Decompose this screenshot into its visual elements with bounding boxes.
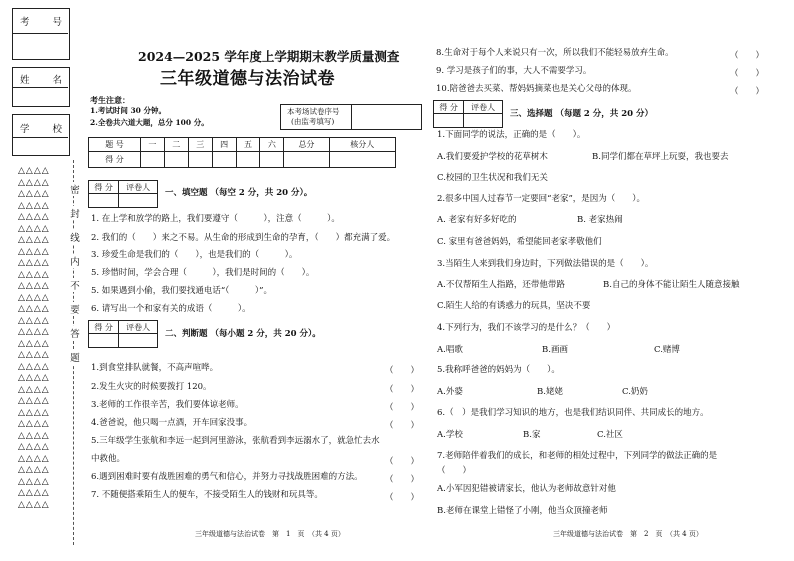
score-header-cell: 题 号 [89,138,141,152]
s2-item-8: 8.生命对于每个人来说只有一次，所以我们不能轻易放弃生命。 [436,48,674,58]
school-label: 学 校 [20,124,73,135]
s2-item-5: 5.三年级学生张航和李远一起到河里游泳，张航看到李远溺水了，就急忙去水 [91,436,380,446]
s2-paren[interactable]: （ ） [385,493,420,503]
q2-option-a[interactable]: A. 老家有好多好吃的 [437,215,517,225]
q6-option-b[interactable]: B.家 [523,430,541,440]
score-header-cell: 四 [212,138,236,152]
seal-char: 封 [70,206,80,220]
s1-item-5: 5. 如果遇到小偷，我们要找通电话“（ ）”。 [91,286,273,296]
seal-char: 线 [70,230,80,244]
s2-item-7: 7. 不随便搭乘陌生人的便车，不接受陌生人的钱财和玩具等。 [91,490,323,500]
score-box-1 [88,180,158,208]
title-line2: 三年级道德与法治试卷 [160,69,335,89]
score-row-label: 得 分 [89,152,141,168]
s2-paren[interactable]: （ ） [385,475,420,485]
s2-item-3: 3.老师的工作很辛苦，我们要体谅老师。 [91,400,244,410]
score-header-cell: 二 [164,138,188,152]
score-header-cell: 一 [140,138,164,152]
seat-sub: (由监考填写) [291,117,335,126]
score-cell[interactable] [140,152,164,168]
seat-box [280,104,422,130]
q5-option-b[interactable]: B.姥姥 [537,387,563,397]
q6-option-a[interactable]: A.学校 [437,430,463,440]
score-cell[interactable] [212,152,236,168]
q3-option-a[interactable]: A.不仅帮陌生人指路，还带他带路 [437,280,565,290]
title-line1: 2024—2025 学年度上学期期末教学质量测查 [138,49,400,64]
score-box-2 [88,320,158,348]
section1-title: 一、填空题 （每空 2 分，共 20 分）。 [165,188,313,198]
s2-item-9: 9. 学习是孩子们的事，大人不需要学习。 [436,66,592,76]
notice-title: 考生注意： [90,95,130,105]
s2-paren[interactable]: （ ） [385,457,420,467]
score-box-cell[interactable] [89,334,119,348]
s2-item-10: 10.陪爸爸去买菜、帮妈妈摘菜也是关心父母的体现。 [436,84,637,94]
notice-2: 2.全卷共六道大题，总分 100 分。 [90,118,209,127]
s1-item-6: 6. 请写出一个和家有关的成语（ ）。 [91,304,251,314]
q5: 5.我称呼爸爸的妈妈为（ ）。 [437,365,560,375]
q2-option-b[interactable]: B. 老家热闹 [577,215,623,225]
q4-option-b[interactable]: B.画画 [542,345,568,355]
s2-paren[interactable]: （ ） [730,69,765,79]
score-header-cell: 六 [260,138,284,152]
q2-option-c[interactable]: C. 家里有爸爸妈妈，希望能回老家孝敬他们 [437,237,602,247]
score-table [88,137,396,168]
q4-option-a[interactable]: A.唱歌 [437,345,463,355]
q2: 2.很多中国人过春节一定要回“老家”，是因为（ ）。 [437,194,646,204]
section2-title: 二、判断题 （每小题 2 分，共 20 分）。 [165,329,321,339]
q1-option-c[interactable]: C.校园的卫生状况和我们无关 [437,173,548,183]
s2-paren[interactable]: （ ） [385,385,420,395]
q3: 3.当陌生人来到我们身边时，下列做法错误的是（ ）。 [437,259,654,269]
q1-option-a[interactable]: A.我们要爱护学校的花草树木 [437,152,548,162]
score-cell[interactable] [164,152,188,168]
q3-option-c[interactable]: C.陌生人给的有诱惑力的玩具，坚决不要 [437,301,591,311]
s2-item-2: 2.发生火灾的时候要拨打 120。 [91,382,212,392]
score-box-cell[interactable] [89,194,119,208]
score-header-cell: 核分人 [329,138,395,152]
s1-item-2: 2. 我们的（ ）来之不易。从生命的形成到生命的孕育，（ ）都充满了爱。 [91,233,396,243]
footer-left: 三年级道德与法治试卷 第 1 页 （共 4 页） [195,530,345,538]
score-cell[interactable] [260,152,284,168]
s2-paren[interactable]: （ ） [385,403,420,413]
q3-option-b[interactable]: B.自己的身体不能让陌生人随意接触 [603,280,740,290]
score-box-score: 得 分 [89,181,119,194]
score-header-cell: 三 [188,138,212,152]
score-box-cell[interactable] [464,114,503,128]
s2-item-6: 6.遇到困难时要有战胜困难的勇气和信心，并努力寻找战胜困难的方法。 [91,472,363,482]
q6: 6.（ ）是我们学习知识的地方，也是我们结识同伴、共同成长的地方。 [437,408,709,418]
section3-title: 三、选择题 （每题 2 分，共 20 分） [510,109,654,119]
score-row [89,152,396,168]
q5-option-c[interactable]: C.奶奶 [622,387,648,397]
score-cell[interactable] [284,152,329,168]
seal-char: 不 [70,278,80,292]
seal-char: 密 [70,182,80,196]
score-box-3 [433,100,503,128]
s2-paren[interactable]: （ ） [730,51,765,61]
score-box-grader: 评卷人 [464,101,503,114]
q7-option-b[interactable]: B.老师在课堂上错怪了小刚，他当众顶撞老师 [437,506,608,516]
score-header-cell: 五 [236,138,260,152]
score-cell[interactable] [329,152,395,168]
s1-item-1: 1. 在上学和放学的路上，我们要遵守（ ），注意（ ）。 [91,214,340,224]
name-label: 姓 名 [20,75,73,86]
q1-option-b[interactable]: B.同学们都在草坪上玩耍，我也要去 [592,152,729,162]
notice-1: 1.考试时间 30 分钟。 [90,106,166,115]
score-header-cell: 总分 [284,138,329,152]
score-box-score: 得 分 [89,321,119,334]
s2-item-4: 4.爸爸说，他只喝一点酒，开车回家没事。 [91,418,253,428]
q7: 7.老师陪伴着我们的成长，和老师的相处过程中，下列同学的做法正确的是 [437,451,718,461]
s2-paren[interactable]: （ ） [730,87,765,97]
triangle-pattern: △△△△ △△△△ △△△△ △△△△ △△△△ △△△△ △△△△ △△△△ △△△△ △△△△ △△△△ △△△△ △△△△ △△△△ △△△△ △△△△ △△△△ △△△△ △△△△ △△△△ △△△△ △△△△ △△△△ △△△△ △△△△ △△△△ △△△△ △△△△ △△△△ △△△△ [18,166,50,510]
s2-paren[interactable]: （ ） [385,421,420,431]
s1-item-3: 3. 珍爱生命是我们的（ ），也是我们的（ ）。 [91,250,298,260]
footer-right: 三年级道德与法治试卷 第 2 页 （共 4 页） [553,530,703,538]
q5-option-a[interactable]: A.外婆 [437,387,463,397]
s2-item-5-cont: 中救他。 [91,454,126,464]
q7-option-a[interactable]: A.小军因犯错被请家长，他认为老师故意针对他 [437,484,616,494]
score-box-cell[interactable] [119,334,158,348]
score-cell[interactable] [188,152,212,168]
seat-label: 本考场试卷序号 [287,107,340,116]
seal-char: 题 [70,350,80,364]
score-box-score: 得 分 [434,101,464,114]
q7-blank[interactable]: （ ） [437,466,472,476]
s2-item-1: 1.到食堂排队就餐，不高声喧哗。 [91,363,219,373]
q6-option-c[interactable]: C.社区 [597,430,623,440]
seal-char: 内 [70,254,80,268]
s1-item-4: 5. 珍惜时间，学会合理（ ），我们是时间的（ ）。 [91,268,315,278]
seal-char: 答 [70,326,80,340]
score-cell[interactable] [236,152,260,168]
q4-option-c[interactable]: C.赌博 [654,345,680,355]
exam-no-label: 考 号 [20,17,73,28]
score-header-row [89,138,396,152]
score-box-grader: 评卷人 [119,321,158,334]
q4: 4.下列行为，我们不该学习的是什么？（ ） [437,323,616,333]
score-box-cell[interactable] [434,114,464,128]
s2-paren[interactable]: （ ） [385,366,420,376]
score-box-cell[interactable] [119,194,158,208]
seal-char: 要 [70,302,80,316]
q1: 1.下面同学的说法，正确的是（ ）。 [437,130,586,140]
score-box-grader: 评卷人 [119,181,158,194]
